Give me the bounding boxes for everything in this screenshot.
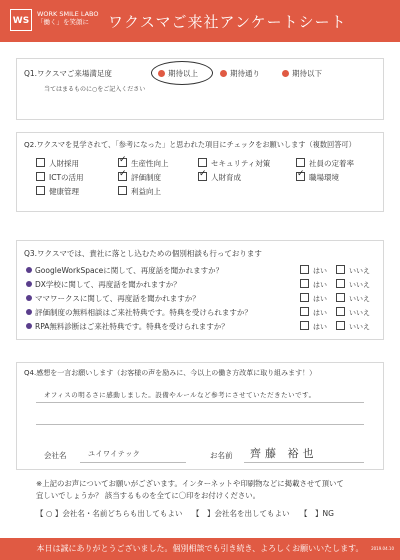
checkbox[interactable]: [300, 293, 309, 302]
consent-line2: 宜しいでしょうか？ 該当するものを全てに〇印をお付けください。: [36, 491, 261, 500]
checkbox[interactable]: [36, 158, 45, 167]
checkbox[interactable]: [118, 186, 127, 195]
name-line: [244, 462, 364, 463]
company-field[interactable]: ユイワイテック: [88, 450, 141, 458]
footer-text: 本日は誠にありがとうございました。個別相談でも引き続き、よろしくお願いいたします。: [36, 544, 364, 553]
q2-item[interactable]: ✓ 評価制度: [118, 172, 161, 183]
bullet-icon: [26, 309, 32, 315]
checkbox-checked[interactable]: [118, 172, 127, 181]
logo-line2: 「働く」を笑顔に: [37, 18, 89, 26]
name-field[interactable]: 齊藤 裕也: [250, 447, 318, 460]
checkbox-checked[interactable]: [198, 172, 207, 181]
q3-no[interactable]: いいえ: [336, 279, 370, 290]
q3-yes[interactable]: はい: [300, 265, 327, 276]
q2-item[interactable]: ICTの活用: [36, 172, 84, 183]
q1-option-1[interactable]: 期待以上: [158, 68, 198, 79]
q4-answer[interactable]: オフィスの明るさに感動しました。設備やルールなど参考にさせていただきたいです。: [44, 391, 316, 399]
q3-yes[interactable]: はい: [300, 321, 327, 332]
logo-mark: WS: [10, 9, 32, 31]
bullet-icon: [26, 323, 32, 329]
checkbox[interactable]: [300, 279, 309, 288]
footer-code: 2019.04.10: [371, 546, 394, 551]
q1-title: Q1.ワクスマご来場満足度: [24, 69, 112, 78]
q2-item[interactable]: ✓ 人財育成: [198, 172, 241, 183]
checkbox[interactable]: [198, 158, 207, 167]
logo-line1: WORK SMILE LABO: [37, 10, 99, 18]
checkbox[interactable]: [336, 293, 345, 302]
q3-no[interactable]: いいえ: [336, 321, 370, 332]
q2-item[interactable]: 人財採用: [36, 158, 79, 169]
answer-line: [36, 402, 364, 403]
company-label: 会社名: [44, 451, 67, 460]
q3-question: 評価制度の無料相談はご来社特典です。特典を受けられますか？: [26, 307, 252, 318]
q2-item[interactable]: 利益向上: [118, 186, 161, 197]
q3-title: Q3.ワクスマでは、貴社に落とし込むための個別相談も行っております: [24, 249, 262, 258]
q3-yes[interactable]: はい: [300, 279, 327, 290]
q3-question: ママワークスに関して、再度話を聞かれますか？: [26, 293, 200, 304]
consent-line1: ※上記のお声についてお願いがございます。インターネットや印刷物などに掲載させて頂いて: [36, 479, 344, 488]
q3-no[interactable]: いいえ: [336, 307, 370, 318]
q1-option-2[interactable]: 期待通り: [220, 68, 260, 79]
q2-title: Q2.ワクスマを見学されて、「参考になった」と思われた項目にチェックをお願いします（複数回答可）: [24, 140, 356, 149]
q1-option-3[interactable]: 期待以下: [282, 68, 322, 79]
checkbox[interactable]: [300, 265, 309, 274]
bullet-icon: [26, 267, 32, 273]
checkbox-checked[interactable]: [296, 172, 305, 181]
q4-section: [16, 362, 384, 470]
name-label: お名前: [210, 451, 233, 460]
company-line: [80, 462, 186, 463]
bullet-icon: [220, 70, 227, 77]
q3-yes[interactable]: はい: [300, 307, 327, 318]
checkbox[interactable]: [36, 186, 45, 195]
q3-no[interactable]: いいえ: [336, 265, 370, 276]
footer-bar: [0, 538, 400, 560]
q2-item[interactable]: ✓ 職場環境: [296, 172, 339, 183]
checkbox[interactable]: [296, 158, 305, 167]
consent-option-3[interactable]: 【 】NG: [300, 509, 334, 518]
q2-item[interactable]: ✓ 生産性向上: [118, 158, 169, 169]
q3-question: GoogleWorkSpaceに関して、再度話を聞かれますか？: [26, 265, 223, 276]
checkbox[interactable]: [336, 307, 345, 316]
q4-title: Q4.感想を一言お願いします（お客様の声を励みに、今以上の働き方改革に取り組みます！）: [24, 369, 317, 377]
checkbox[interactable]: [336, 279, 345, 288]
selection-circle: [151, 61, 213, 85]
q3-question: DX学校に関して、再度話を聞かれますか？: [26, 279, 181, 290]
checkbox[interactable]: [300, 321, 309, 330]
q3-question: RPA無料診断はご来社特典です。特典を受けられますか？: [26, 321, 229, 332]
q2-item[interactable]: 社員の定着率: [296, 158, 354, 169]
q3-no[interactable]: いいえ: [336, 293, 370, 304]
answer-line: [36, 424, 364, 425]
logo-text: [37, 10, 99, 26]
bullet-icon: [282, 70, 289, 77]
q3-yes[interactable]: はい: [300, 293, 327, 304]
consent-option-1[interactable]: 【 ○ 】会社名・名前どちらも出してもよい: [36, 509, 183, 518]
page-title: ワクスマご来社アンケートシート: [108, 13, 347, 31]
bullet-icon: [26, 281, 32, 287]
checkbox[interactable]: [36, 172, 45, 181]
q2-item[interactable]: 健康管理: [36, 186, 79, 197]
checkbox[interactable]: [300, 307, 309, 316]
checkbox[interactable]: [336, 321, 345, 330]
q2-item[interactable]: セキュリティ対策: [198, 158, 270, 169]
checkbox[interactable]: [336, 265, 345, 274]
checkbox-checked[interactable]: [118, 158, 127, 167]
q1-note: 当てはまるものに○をご記入ください: [44, 86, 146, 93]
header-bar: [0, 0, 400, 42]
consent-option-2[interactable]: 【 】会社名を出してもよい: [192, 509, 290, 518]
bullet-icon: [26, 295, 32, 301]
